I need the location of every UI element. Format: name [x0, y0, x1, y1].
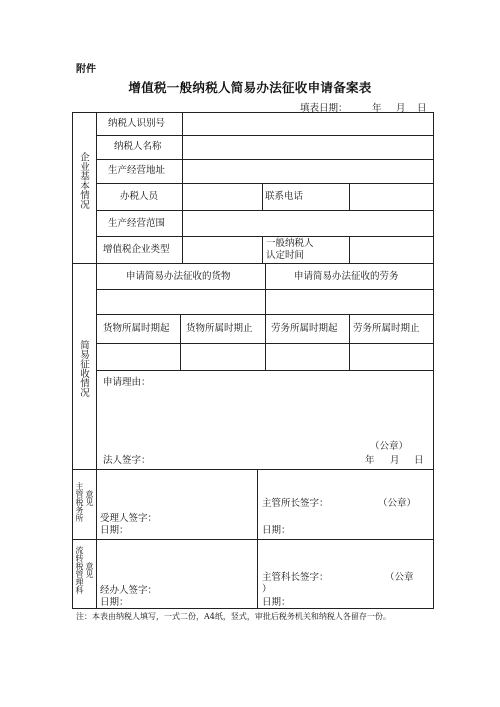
handler-label: 办税人员: [120, 191, 159, 202]
legal-sign-label: 法人签字：: [103, 455, 151, 466]
services-header: 申请简易办法征收的劳务: [294, 271, 399, 282]
service-period-start-label: 劳务所属时期起: [271, 323, 338, 334]
fill-date-month: 月: [396, 103, 406, 114]
chief-sign-label: 主管所长签字：: [262, 498, 329, 509]
reason-label: 申请理由：: [103, 377, 151, 388]
tax-office-date-right: 日期：: [262, 525, 291, 536]
recognition-time-label: 认定时间: [266, 250, 305, 261]
section-basic-label: 企业基本情况: [78, 152, 89, 209]
simple-seal: （公章）: [370, 441, 409, 452]
attachment-label: 附件: [76, 64, 96, 75]
footer-note: 注：本表由纳税人填写，一式二份，A4纸，竖式，审批后税务机关和纳税人各留存一份。: [76, 612, 391, 621]
contact-phone-label: 联系电话: [265, 191, 304, 202]
dept-seal-close: ）: [262, 584, 272, 595]
receiver-sign-label: 受理人签字：: [100, 513, 158, 524]
dept-date-right: 日期：: [262, 597, 291, 608]
dept-opinion-label: 意见: [85, 562, 94, 578]
taxpayer-name-label: 纳税人名称: [114, 141, 162, 152]
dept-chief-sign-label: 主管科长签字：: [262, 572, 329, 583]
goods-header: 申请简易办法征收的货物: [126, 271, 231, 282]
form-title: 增值税一般纳税人简易办法征收申请备案表: [128, 80, 372, 95]
enterprise-type-label: 增值税企业类型: [103, 244, 170, 255]
simple-date-day: 日: [414, 455, 424, 466]
tax-office-label: 主管税务所: [75, 482, 84, 522]
taxpayer-id-label: 纳税人识别号: [108, 118, 166, 129]
goods-period-start-label: 货物所属时期起: [103, 323, 170, 334]
address-label: 生产经营地址: [108, 165, 166, 176]
fill-date-year: 年: [372, 103, 382, 114]
simple-date-year: 年: [365, 455, 375, 466]
goods-period-end-label: 货物所属时期止: [186, 323, 253, 334]
fill-date-label: 填表日期：: [300, 103, 348, 114]
dept-label: 流转税管理科: [75, 546, 84, 594]
tax-office-date-label: 日期：: [100, 525, 129, 536]
tax-office-opinion-label: 意见: [85, 490, 94, 506]
simple-date-month: 月: [390, 455, 400, 466]
dept-date-label: 日期：: [100, 597, 129, 608]
scope-label: 生产经营范围: [108, 218, 166, 229]
handler-sign-label: 经办人签字：: [100, 585, 158, 596]
service-period-end-label: 劳务所属时期止: [353, 323, 420, 334]
general-taxpayer-label: 一般纳税人: [266, 238, 314, 249]
dept-seal-open: （公章: [385, 572, 414, 583]
section-simple-label: 简易征收情况: [78, 340, 89, 397]
tax-office-seal: （公章）: [378, 498, 417, 509]
fill-date-day: 日: [417, 103, 427, 114]
